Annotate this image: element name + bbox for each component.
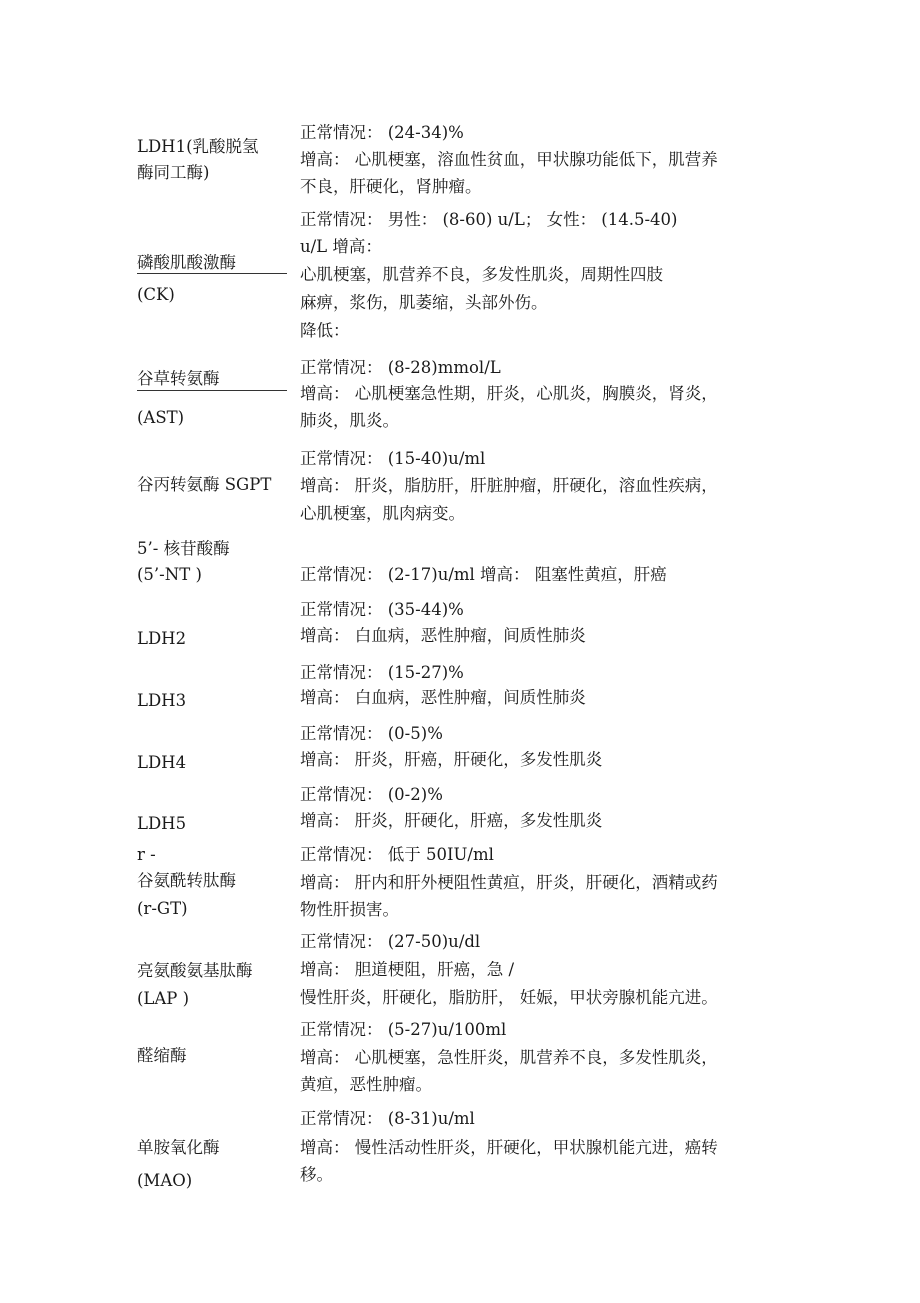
description: 心肌梗塞，肌肉病变。 [300,504,465,523]
normal-range: 正常情况： (8-28)mmol/L [300,358,501,377]
enzyme-name: (LAP ) [137,989,190,1008]
description: 增高： 胆道梗阻，肝癌，急 / [300,960,515,979]
enzyme-name: 亮氨酸氨基肽酶 [137,961,253,980]
description: 增高： 肝炎，脂肪肝，肝脏肿瘤，肝硬化，溶血性疾病， [300,476,718,495]
normal-range: 正常情况： (24-34)% [300,123,464,142]
enzyme-name: 谷氨酰转肽酶 [137,871,236,890]
description: 物性肝损害。 [300,900,399,919]
enzyme-name: (AST) [137,408,185,427]
description: 增高： 肝炎，肝癌，肝硬化，多发性肌炎 [300,750,603,769]
enzyme-name: LDH2 [137,629,187,648]
normal-range: 正常情况： (27-50)u/dl [300,932,481,951]
enzyme-name: 单胺氧化酶 [137,1138,220,1157]
description: 降低： [300,321,350,340]
enzyme-name: 酶同工酶) [137,163,210,182]
enzyme-name: (5’-NT ) [137,565,202,584]
description: 慢性肝炎，肝硬化，脂肪肝， 妊娠，甲状旁腺机能亢进。 [300,988,718,1007]
normal-range: 正常情况： (15-27)% [300,663,464,682]
description: 心肌梗塞，肌营养不良，多发性肌炎，周期性四肢 [300,265,663,284]
description: 麻痹，浆伤，肌萎缩，头部外伤。 [300,293,548,312]
description: 增高： 白血病，恶性肿瘤，间质性肺炎 [300,626,586,645]
description: 增高： 肝炎，肝硬化，肝癌，多发性肌炎 [300,811,603,830]
divider [137,273,287,274]
description: 增高： 白血病，恶性肿瘤，间质性肺炎 [300,688,586,707]
description: 移。 [300,1165,333,1184]
enzyme-name: (CK) [137,285,175,304]
description: 增高： 心肌梗塞，急性肝炎，肌营养不良，多发性肌炎， [300,1048,718,1067]
normal-range: 正常情况： 男性： (8-60) u/L； 女性： (14.5-40) [300,210,678,229]
description: 黄疸，恶性肿瘤。 [300,1075,432,1094]
description: 增高： 慢性活动性肝炎，肝硬化，甲状腺机能亢进，癌转 [300,1138,718,1157]
description: 肺炎，肌炎。 [300,411,399,430]
description: 增高： 心肌梗塞急性期，肝炎，心肌炎，胸膜炎，肾炎， [300,384,718,403]
enzyme-name: LDH5 [137,814,187,833]
description: 增高： 心肌梗塞，溶血性贫血，甲状腺功能低下，肌营养 [300,150,718,169]
enzyme-name: 5’- 核苷酸酶 [137,539,230,558]
normal-range: 正常情况： 低于 50IU/ml [300,845,494,864]
divider [137,390,287,391]
description: 增高： 肝内和肝外梗阻性黄疸，肝炎，肝硬化，酒精或药 [300,873,718,892]
description: 不良，肝硬化，肾肿瘤。 [300,177,482,196]
enzyme-name: LDH3 [137,691,187,710]
enzyme-name: 谷草转氨酶 [137,369,220,388]
normal-range: 正常情况： (8-31)u/ml [300,1109,475,1128]
normal-range: 正常情况： (5-27)u/100ml [300,1020,507,1039]
enzyme-name: 磷酸肌酸激酶 [137,253,236,272]
enzyme-name: 谷丙转氨酶 SGPT [137,475,272,494]
enzyme-name: LDH1(乳酸脱氢 [137,137,259,156]
normal-range: 正常情况： (15-40)u/ml [300,449,486,468]
enzyme-name: (r-GT) [137,899,188,918]
normal-range: 正常情况： (2-17)u/ml 增高： 阻塞性黄疸，肝癌 [300,565,667,584]
normal-range: 正常情况： (0-2)% [300,785,443,804]
enzyme-name: (MAO) [137,1171,193,1190]
enzyme-name: 醛缩酶 [137,1046,187,1065]
description: u/L 增高： [300,237,382,256]
enzyme-name: r - [137,845,156,864]
normal-range: 正常情况： (0-5)% [300,724,443,743]
enzyme-name: LDH4 [137,753,187,772]
normal-range: 正常情况： (35-44)% [300,600,464,619]
